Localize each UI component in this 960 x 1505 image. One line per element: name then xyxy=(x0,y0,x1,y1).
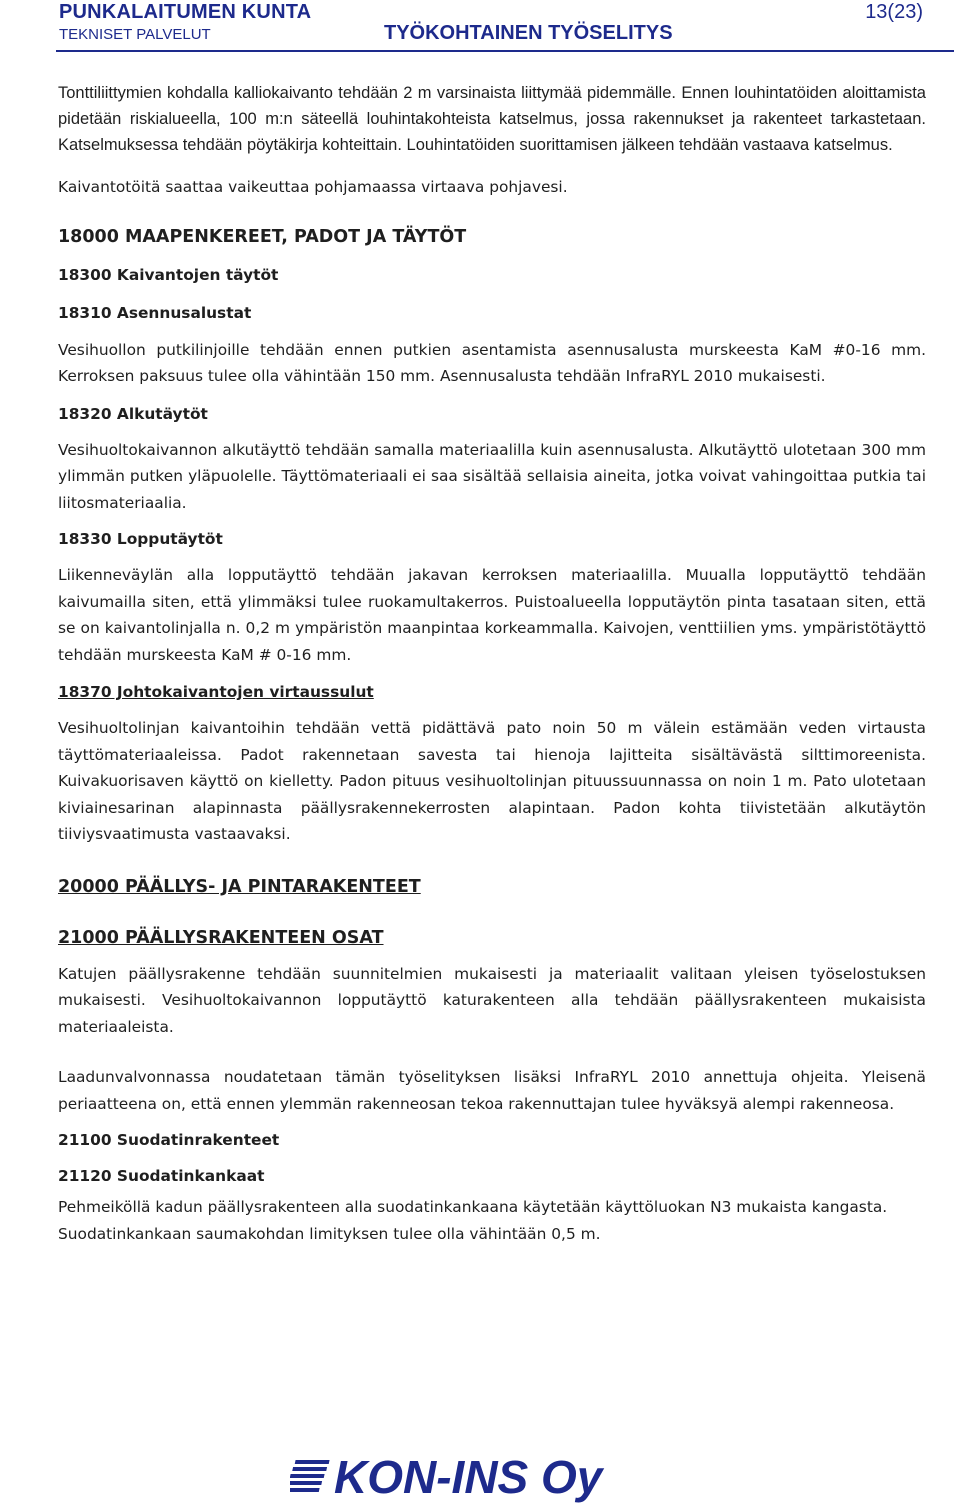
paragraph-blasting: Tonttiliittymien kohdalla kalliokaivanto tehdään 2 m varsinaista liittymää pidemmälle. Ennen louhintatöiden aloittamista pidetään riskialueella, 100 m:n säteellä louhintakohteista katselmus, jossa rakennukset ja rakenteet tarkastetaan. Katselmuksessa tehdään pöytäkirja kohteittain. Louhintatöiden suorittamisen jälkeen tehdään vastaava katselmus. xyxy=(58,84,926,154)
heading-18370: 18370 Johtokaivantojen virtaussulut xyxy=(58,683,374,701)
heading-21120: 21120 Suodatinkankaat xyxy=(58,1167,265,1185)
page-number: 13(23) xyxy=(865,1,923,23)
paragraph-18310: Vesihuollon putkilinjoille tehdään ennen putkien asentamista asennusalusta murskeesta KaM #0-16 mm. Kerroksen paksuus tulee olla vähintään 150 mm. Asennusalusta tehdään InfraRYL 2010 mukaisesti. xyxy=(58,340,926,385)
paragraph-18330: Liikenneväylän alla lopputäyttö tehdään jakavan kerroksen materiaalilla. Muualla lopputäyttö tehdään kaivumailla siten, että ylimmäksi tulee ruokamultakerros. Puistoalueella lopputäytön pinta tasataan siten, että se on kaivantolinjalla n. 0,2 m ympäristön maanpintaa korkeammalla. Kaivojen, venttiilien yms. ympäristötäyttö tehdään murskeesta KaM # 0-16 mm. xyxy=(58,566,926,664)
department-name: TEKNISET PALVELUT xyxy=(59,26,211,43)
logo-mark-icon xyxy=(290,1458,332,1498)
heading-21100: 21100 Suodatinrakenteet xyxy=(58,1131,280,1149)
heading-20000: 20000 PÄÄLLYS- JA PINTARAKENTEET xyxy=(58,876,421,897)
paragraph-groundwater: Kaivantotöitä saattaa vaikeuttaa pohjamaassa virtaava pohjavesi. xyxy=(58,178,568,196)
heading-18320: 18320 Alkutäytöt xyxy=(58,404,208,423)
heading-21000: 21000 PÄÄLLYSRAKENTEEN OSAT xyxy=(58,927,384,948)
paragraph-18320: Vesihuoltokaivannon alkutäyttö tehdään samalla materiaalilla kuin asennusalusta. Alkutäyttö ulotetaan 300 mm ylimmän putken yläpuolelle. Täyttömateriaali ei saa sisältää sellaisia aineita, jotka voivat vahingoittaa putkia tai liitosmateriaalia. xyxy=(58,440,926,512)
heading-18300: 18300 Kaivantojen täytöt xyxy=(58,265,279,284)
paragraph-18370: Vesihuoltolinjan kaivantoihin tehdään vettä pidättävä pato noin 50 m välein estämään veden virtausta täyttömateriaaleissa. Padot rakennetaan savesta tai hienoja lajitteita sisältävästä silttimoreenista. Kuivakuorisaven käyttö on kielletty. Padon pituus vesihuoltolinjan pituussuunnassa on noin 1 m. Pato ulotetaan kiviainesarinan alapinnasta päällysrakennekerrosten alapintaan. Padon kohta tiivistetään alkutäytön tiiviysvaatimusta vastaavaksi. xyxy=(58,719,926,843)
document-title: TYÖKOHTAINEN TYÖSELITYS xyxy=(384,22,673,44)
paragraph-21120-a: Pehmeiköllä kadun päällysrakenteen alla suodatinkankaana käytetään käyttöluokan N3 mukaista kangasta. xyxy=(58,1198,888,1216)
header-divider xyxy=(56,50,954,52)
heading-18000: 18000 MAAPENKEREET, PADOT JA TÄYTÖT xyxy=(58,226,467,247)
paragraph-21120-b: Suodatinkankaan saumakohdan limityksen tulee olla vähintään 0,5 m. xyxy=(58,1224,601,1243)
heading-18310: 18310 Asennusalustat xyxy=(58,303,252,322)
organization-name: PUNKALAITUMEN KUNTA xyxy=(59,1,312,23)
document-body xyxy=(58,80,926,1247)
heading-18330: 18330 Lopputäytöt xyxy=(58,530,223,548)
paragraph-21000-a: Katujen päällysrakenne tehdään suunnitelmien mukaisesti ja materiaalit valitaan yleisen työselostuksen mukaisesti. Vesihuoltokaivannon lopputäyttö katurakenteen alla tehdään päällysrakenteen mukaisista materiaaleista. xyxy=(58,964,926,1036)
company-logo xyxy=(290,1451,630,1504)
page-header xyxy=(0,0,960,56)
paragraph-21000-b: Laadunvalvonnassa noudatetaan tämän työselityksen lisäksi InfraRYL 2010 annettuja ohjeita. Yleisenä periaatteena on, että ennen ylemmän rakenneosan tekoa rakennuttajan tulee hyväksyä alempi rakenneosa. xyxy=(58,1068,926,1113)
logo-text: KON-INS Oy xyxy=(334,1451,603,1503)
